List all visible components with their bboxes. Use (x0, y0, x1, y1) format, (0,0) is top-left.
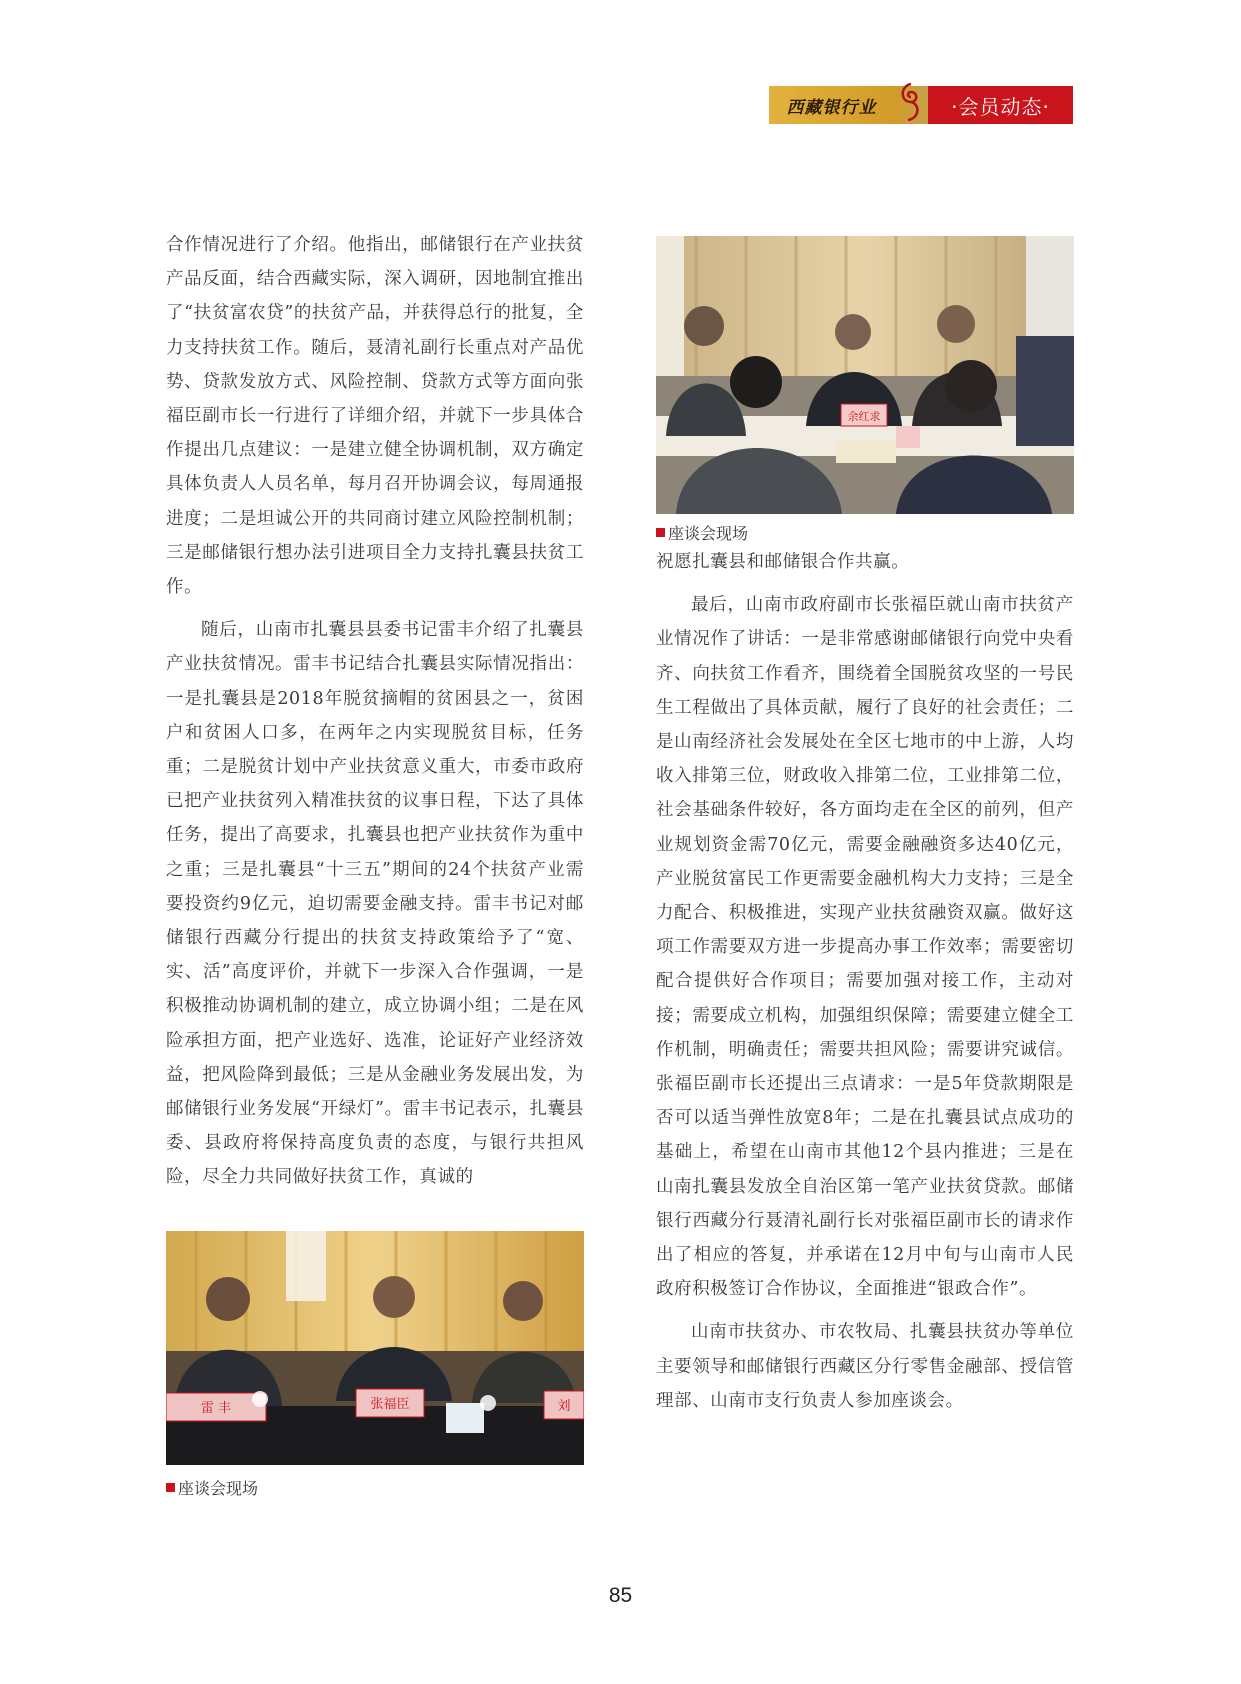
ornament-icon (894, 86, 928, 124)
nameplate-text: 张福臣 (370, 1397, 410, 1412)
caption-marker-icon (166, 1483, 175, 1492)
meeting-photo-bottom (166, 1231, 584, 1465)
nameplate-text: 雷 丰 (200, 1401, 232, 1416)
page-number: 85 (608, 1584, 633, 1607)
caption-text: 座谈会现场 (178, 1479, 259, 1498)
photo-caption (656, 521, 748, 544)
paragraph: 最后，山南市政府副市长张福臣就山南市扶贫产业情况作了讲话：一是非常感谢邮储银行向党中央看齐、向扶贫工作看齐，围绕着全国脱贫攻坚的一号民生工程做出了具体贡献，履行了良好的社会责任；二是山南经济社会发展处在全区七地市的中上游，人均收入排第三位，财政收入排第二位，工业排第二位，社会基础条件较好，各方面均走在全区的前列，但产业规划资金需70亿元，需要金融融资多达40亿元，产业脱贫富民工作更需要金融机构大力支持；三是全力配合、积极推进，实现产业扶贫融资双赢。做好这项工作需要双方进一步提高办事工作效率；需要密切配合提供好合作项目；需要加强对接工作，主动对接；需要成立机构，加强组织保障；需要建立健全工作机制，明确责任；需要共担风险；需要讲究诚信。张福臣副市长还提出三点请求：一是5年贷款期限是否可以适当弹性放宽8年；二是在扎囊县试点成功的基础上，希望在山南市其他12个县内推进；三是在山南扎囊县发放全自治区第一笔产业扶贫贷款。邮储银行西藏分行聂清礼副行长对张福臣副市长的请求作出了相应的答复，并承诺在12月中旬与山南市人民政府积极签订合作协议，全面推进“银政合作”。 (656, 595, 1074, 1300)
photo-caption (166, 1476, 258, 1499)
nameplate-text: 刘 (557, 1399, 571, 1414)
right-column (656, 545, 1074, 1418)
magazine-logo: 西藏银行业 (769, 86, 894, 124)
meeting-photo-top (656, 236, 1074, 514)
paragraph: 合作情况进行了介绍。他指出，邮储银行在产业扶贫产品反面，结合西藏实际，深入调研，因地制宜推出了“扶贫富农贷”的扶贫产品，并获得总行的批复，全力支持扶贫工作。随后，聂清礼副行长重点对产品优势、贷款发放方式、风险控制、贷款方式等方面向张福臣副市长一行进行了详细介绍，并就下一步具体合作提出几点建议：一是建立健全协调机制，双方确定具体负责人人员名单，每月召开协调会议，每周通报进度；二是坦诚公开的共同商讨建立风险控制机制；三是邮储银行想办法引进项目全力支持扎囊县扶贫工作。 (166, 235, 584, 598)
paragraph: 随后，山南市扎囊县县委书记雷丰介绍了扎囊县产业扶贫情况。雷丰书记结合扎囊县实际情况指出：一是扎囊县是2018年脱贫摘帽的贫困县之一，贫困户和贫困人口多，在两年之内实现脱贫目标，任务重；二是脱贫计划中产业扶贫意义重大，市委市政府已把产业扶贫列入精准扶贫的议事日程，下达了具体任务，提出了高要求，扎囊县也把产业扶贫作为重中之重；三是扎囊县“十三五”期间的24个扶贫产业需要投资约9亿元，迫切需要金融支持。雷丰书记对邮储银行西藏分行提出的扶贫支持政策给予了“宽、实、活”高度评价，并就下一步深入合作强调，一是积极推动协调机制的建立，成立协调小组；二是在风险承担方面，把产业选好、选准，论证好产业经济效益，把风险降到最低；三是从金融业务发展出发，为邮储银行业务发展“开绿灯”。雷丰书记表示，扎囊县委、县政府将保持高度负责的态度，与银行共担风险，尽全力共同做好扶贫工作，真诚的 (166, 620, 584, 1188)
section-label: ·会员动态· (928, 86, 1073, 124)
caption-marker-icon (656, 528, 665, 537)
section-header (769, 86, 1073, 124)
paragraph: 山南市扶贫办、市农牧局、扎囊县扶贫办等单位主要领导和邮储银行西藏区分行零售金融部、授信管理部、山南市支行负责人参加座谈会。 (656, 1322, 1074, 1411)
caption-text: 座谈会现场 (668, 524, 749, 543)
nameplate-text: 余红求 (847, 410, 881, 423)
paragraph: 祝愿扎囊县和邮储银合作共赢。 (656, 552, 910, 572)
left-column (166, 228, 584, 1195)
